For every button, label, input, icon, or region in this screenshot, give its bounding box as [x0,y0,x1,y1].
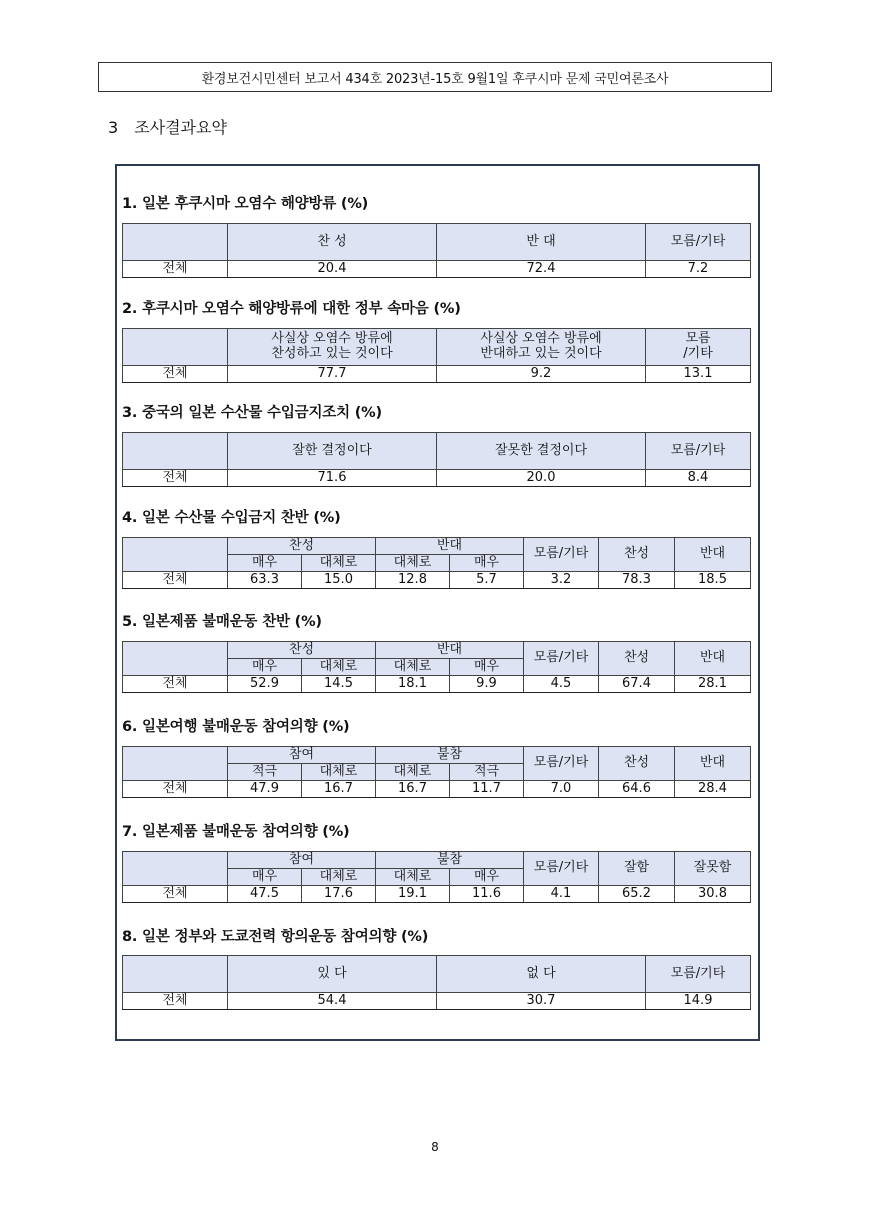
q3-header-2: 잘못한 결정이다 [437,433,646,470]
q6-sum1-header: 찬성 [599,747,675,781]
q2-value-2: 9.2 [437,366,646,383]
q6-value-7: 28.4 [675,781,751,798]
q7-value-1: 47.5 [228,886,302,903]
q2-row-label: 전체 [123,366,228,383]
q3-header-1: 잘한 결정이다 [228,433,437,470]
q5-other-header: 모름/기타 [524,642,599,676]
q3-value-2: 20.0 [437,470,646,487]
q5-sum1-header: 찬성 [599,642,675,676]
q4-value-6: 78.3 [599,572,675,589]
q3-table [122,432,751,487]
q4-value-7: 18.5 [675,572,751,589]
q6-value-3: 16.7 [376,781,450,798]
q2-title: 2. 후쿠시마 오염수 해양방류에 대한 정부 속마음 (%) [122,301,461,317]
q4-row-label: 전체 [123,572,228,589]
section-number: 3 [108,118,119,137]
report-header [98,62,772,92]
q1-value-1: 20.4 [228,261,437,278]
q7-group-1: 참여 [228,852,376,869]
q2-header-3-line1: 모름 [685,331,711,347]
q2-header-1-line1: 사실상 오염수 방류에 [271,331,393,347]
q7-sub-1: 매우 [228,869,302,886]
section-heading [108,115,227,138]
q4-group-1: 찬성 [228,538,376,555]
page-number: 8 [431,1140,439,1154]
q2-header-1-line2: 찬성하고 있는 것이다 [271,346,393,361]
q2-table [122,328,751,383]
q2-header-2-line2: 반대하고 있는 것이다 [480,346,602,361]
q5-value-7: 28.1 [675,676,751,693]
q6-value-2: 16.7 [302,781,376,798]
q6-sub-3: 대체로 [376,764,450,781]
q5-table [122,641,751,693]
q6-group-1: 참여 [228,747,376,764]
q7-table [122,851,751,903]
q8-table [122,955,751,1010]
q7-value-2: 17.6 [302,886,376,903]
q5-group-1: 찬성 [228,642,376,659]
q1-value-2: 72.4 [437,261,646,278]
q2-header-2 [437,329,646,366]
q1-title: 1. 일본 후쿠시마 오염수 해양방류 (%) [122,196,369,212]
q7-title: 7. 일본제품 불매운동 참여의향 (%) [122,824,350,840]
q8-value-2: 30.7 [437,993,646,1010]
q4-sum1-header: 찬성 [599,538,675,572]
q5-value-6: 67.4 [599,676,675,693]
q7-value-4: 11.6 [450,886,524,903]
q3-value-3: 8.4 [646,470,751,487]
q6-sub-2: 대체로 [302,764,376,781]
q8-row-label: 전체 [123,993,228,1010]
q8-title: 8. 일본 정부와 도쿄전력 항의운동 참여의향 (%) [122,929,429,945]
q3-corner-cell [123,433,228,470]
q5-sub-2: 대체로 [302,659,376,676]
q2-header-3 [646,329,751,366]
q8-corner-cell [123,956,228,993]
q4-sum2-header: 반대 [675,538,751,572]
q4-sub-2: 대체로 [302,555,376,572]
report-header-text: 환경보건시민센터 보고서 434호 2023년-15호 9월1일 후쿠시마 문제 국민여론조사 [201,71,669,87]
q8-value-3: 14.9 [646,993,751,1010]
q5-group-2: 반대 [376,642,524,659]
q3-header-3: 모름/기타 [646,433,751,470]
q4-value-4: 5.7 [450,572,524,589]
q7-value-7: 30.8 [675,886,751,903]
q5-sub-3: 대체로 [376,659,450,676]
q7-sub-2: 대체로 [302,869,376,886]
q6-value-5: 7.0 [524,781,599,798]
q4-sub-4: 매우 [450,555,524,572]
q4-value-3: 12.8 [376,572,450,589]
q1-row-label: 전체 [123,261,228,278]
q3-row-label: 전체 [123,470,228,487]
q4-sub-3: 대체로 [376,555,450,572]
section-title: 조사결과요약 [134,118,227,137]
q5-row-label: 전체 [123,676,228,693]
q2-header-2-line1: 사실상 오염수 방류에 [480,331,602,347]
q4-value-1: 63.3 [228,572,302,589]
q5-sub-4: 매우 [450,659,524,676]
q7-other-header: 모름/기타 [524,852,599,886]
q7-row-label: 전체 [123,886,228,903]
q4-other-header: 모름/기타 [524,538,599,572]
q5-sub-1: 매우 [228,659,302,676]
q1-header-2: 반 대 [437,224,646,261]
q5-value-2: 14.5 [302,676,376,693]
q5-sum2-header: 반대 [675,642,751,676]
q8-header-3: 모름/기타 [646,956,751,993]
q5-value-4: 9.9 [450,676,524,693]
q1-corner-cell [123,224,228,261]
q6-table [122,746,751,798]
q6-other-header: 모름/기타 [524,747,599,781]
q6-value-6: 64.6 [599,781,675,798]
q7-group-2: 불참 [376,852,524,869]
q7-value-5: 4.1 [524,886,599,903]
q5-title: 5. 일본제품 불매운동 찬반 (%) [122,614,322,630]
q7-sum2-header: 잘못함 [675,852,751,886]
q8-header-2: 없 다 [437,956,646,993]
q2-header-3-line2: /기타 [683,346,713,361]
q7-value-6: 65.2 [599,886,675,903]
q4-sub-1: 매우 [228,555,302,572]
q4-title: 4. 일본 수산물 수입금지 찬반 (%) [122,510,341,526]
q8-value-1: 54.4 [228,993,437,1010]
q5-value-3: 18.1 [376,676,450,693]
q1-header-1: 찬 성 [228,224,437,261]
q4-group-2: 반대 [376,538,524,555]
q2-value-3: 13.1 [646,366,751,383]
q6-title: 6. 일본여행 불매운동 참여의향 (%) [122,719,350,735]
q2-corner-cell [123,329,228,366]
q6-sum2-header: 반대 [675,747,751,781]
q3-title: 3. 중국의 일본 수산물 수입금지조치 (%) [122,405,382,421]
q7-corner-cell [123,852,228,886]
q7-sub-4: 매우 [450,869,524,886]
q1-header-3: 모름/기타 [646,224,751,261]
q3-value-1: 71.6 [228,470,437,487]
q6-row-label: 전체 [123,781,228,798]
q6-corner-cell [123,747,228,781]
q4-table [122,537,751,589]
q6-sub-1: 적극 [228,764,302,781]
q4-value-5: 3.2 [524,572,599,589]
q8-header-1: 있 다 [228,956,437,993]
q5-value-1: 52.9 [228,676,302,693]
results-summary-frame [115,164,760,1041]
q7-sum1-header: 잘함 [599,852,675,886]
q6-group-2: 불참 [376,747,524,764]
q2-value-1: 77.7 [228,366,437,383]
q2-header-1 [228,329,437,366]
q5-value-5: 4.5 [524,676,599,693]
q7-value-3: 19.1 [376,886,450,903]
q1-value-3: 7.2 [646,261,751,278]
q6-value-4: 11.7 [450,781,524,798]
q5-corner-cell [123,642,228,676]
q4-corner-cell [123,538,228,572]
q4-value-2: 15.0 [302,572,376,589]
q7-sub-3: 대체로 [376,869,450,886]
q1-table [122,223,751,278]
q6-sub-4: 적극 [450,764,524,781]
q6-value-1: 47.9 [228,781,302,798]
